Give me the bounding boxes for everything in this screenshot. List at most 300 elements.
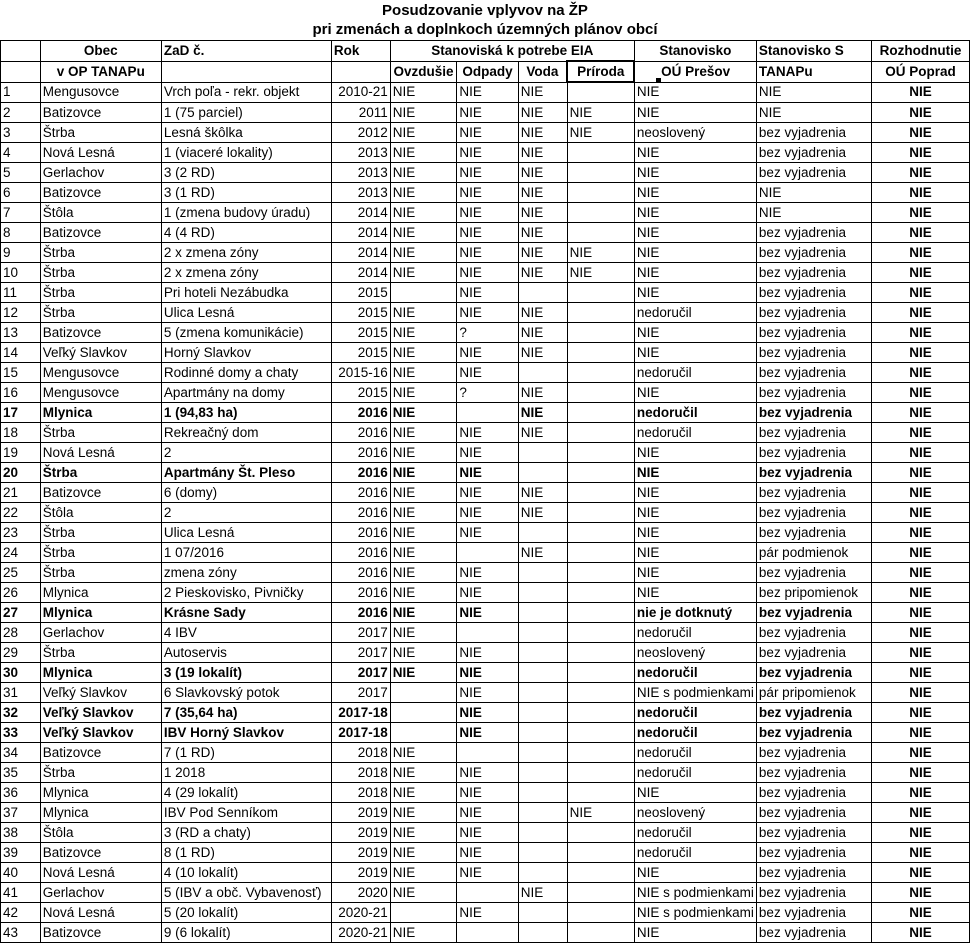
rok-cell[interactable]: 2010-21 (331, 82, 390, 103)
rozhodnutie-cell[interactable]: NIE (871, 463, 969, 483)
tanap-cell[interactable]: bez vyjadrenia (756, 723, 871, 743)
ovzdusie-cell[interactable]: NIE (390, 483, 457, 503)
odpady-cell[interactable]: NIE (457, 823, 518, 843)
priroda-cell[interactable] (567, 423, 634, 443)
odpady-cell[interactable]: NIE (457, 603, 518, 623)
ou-presov-cell[interactable]: nedoručil (634, 423, 756, 443)
priroda-cell[interactable] (567, 443, 634, 463)
odpady-cell[interactable]: NIE (457, 163, 518, 183)
tanap-cell[interactable]: bez vyjadrenia (756, 503, 871, 523)
tanap-cell[interactable]: bez vyjadrenia (756, 763, 871, 783)
rozhodnutie-cell[interactable]: NIE (871, 363, 969, 383)
tanap-cell[interactable]: bez vyjadrenia (756, 243, 871, 263)
obec-cell[interactable]: Nová Lesná (40, 443, 161, 463)
priroda-cell[interactable] (567, 203, 634, 223)
ovzdusie-cell[interactable]: NIE (390, 643, 457, 663)
rok-cell[interactable]: 2020-21 (331, 923, 390, 943)
zad-cell[interactable]: 9 (6 lokalít) (161, 923, 331, 943)
header-cell[interactable] (161, 61, 331, 82)
row-number[interactable]: 12 (1, 303, 41, 323)
ovzdusie-cell[interactable]: NIE (390, 803, 457, 823)
rok-cell[interactable]: 2016 (331, 463, 390, 483)
row-number[interactable]: 6 (1, 183, 41, 203)
zad-cell[interactable]: Ulica Lesná (161, 523, 331, 543)
ovzdusie-cell[interactable] (390, 683, 457, 703)
rok-cell[interactable]: 2018 (331, 743, 390, 763)
row-number[interactable]: 31 (1, 683, 41, 703)
ovzdusie-cell[interactable]: NIE (390, 163, 457, 183)
rozhodnutie-cell[interactable]: NIE (871, 323, 969, 343)
voda-cell[interactable] (518, 463, 567, 483)
voda-cell[interactable]: NIE (518, 423, 567, 443)
priroda-cell[interactable] (567, 863, 634, 883)
odpady-cell[interactable]: NIE (457, 363, 518, 383)
odpady-cell[interactable]: NIE (457, 183, 518, 203)
tanap-cell[interactable]: pár pripomienok (756, 683, 871, 703)
tanap-cell[interactable]: bez vyjadrenia (756, 863, 871, 883)
header-obec[interactable]: Obec (40, 41, 161, 62)
obec-cell[interactable]: Batizovce (40, 743, 161, 763)
row-number[interactable]: 8 (1, 223, 41, 243)
tanap-cell[interactable]: bez vyjadrenia (756, 923, 871, 943)
header-cell[interactable] (1, 61, 41, 82)
rozhodnutie-cell[interactable]: NIE (871, 423, 969, 443)
header-cell[interactable] (1, 41, 41, 62)
zad-cell[interactable]: 5 (20 lokalít) (161, 903, 331, 923)
zad-cell[interactable]: 7 (1 RD) (161, 743, 331, 763)
header-ovzdusie[interactable]: Ovzdušie (390, 61, 457, 82)
voda-cell[interactable]: NIE (518, 103, 567, 123)
tanap-cell[interactable]: bez vyjadrenia (756, 603, 871, 623)
ovzdusie-cell[interactable]: NIE (390, 823, 457, 843)
zad-cell[interactable]: 1 (zmena budovy úradu) (161, 203, 331, 223)
obec-cell[interactable]: Štrba (40, 303, 161, 323)
zad-cell[interactable]: 1 (94,83 ha) (161, 403, 331, 423)
rozhodnutie-cell[interactable]: NIE (871, 623, 969, 643)
rozhodnutie-cell[interactable]: NIE (871, 303, 969, 323)
ovzdusie-cell[interactable]: NIE (390, 303, 457, 323)
ou-presov-cell[interactable]: NIE (634, 243, 756, 263)
priroda-cell[interactable] (567, 783, 634, 803)
ovzdusie-cell[interactable]: NIE (390, 763, 457, 783)
rok-cell[interactable]: 2013 (331, 163, 390, 183)
voda-cell[interactable] (518, 523, 567, 543)
obec-cell[interactable]: Mlynica (40, 583, 161, 603)
obec-cell[interactable]: Štôla (40, 823, 161, 843)
voda-cell[interactable]: NIE (518, 243, 567, 263)
obec-cell[interactable]: Veľký Slavkov (40, 703, 161, 723)
tanap-cell[interactable]: NIE (756, 203, 871, 223)
ou-presov-cell[interactable]: NIE (634, 283, 756, 303)
voda-cell[interactable] (518, 623, 567, 643)
row-number[interactable]: 11 (1, 283, 41, 303)
odpady-cell[interactable]: NIE (457, 723, 518, 743)
zad-cell[interactable]: Apartmány na domy (161, 383, 331, 403)
tanap-cell[interactable]: NIE (756, 82, 871, 103)
rok-cell[interactable]: 2015 (331, 343, 390, 363)
rok-cell[interactable]: 2016 (331, 583, 390, 603)
ovzdusie-cell[interactable]: NIE (390, 523, 457, 543)
voda-cell[interactable] (518, 903, 567, 923)
ou-presov-cell[interactable]: NIE (634, 82, 756, 103)
row-number[interactable]: 18 (1, 423, 41, 443)
row-number[interactable]: 43 (1, 923, 41, 943)
rozhodnutie-cell[interactable]: NIE (871, 143, 969, 163)
priroda-cell[interactable]: NIE (567, 243, 634, 263)
rozhodnutie-cell[interactable]: NIE (871, 603, 969, 623)
ou-presov-cell[interactable]: nedoručil (634, 763, 756, 783)
rok-cell[interactable]: 2018 (331, 763, 390, 783)
zad-cell[interactable]: Rodinné domy a chaty (161, 363, 331, 383)
rok-cell[interactable]: 2015 (331, 383, 390, 403)
voda-cell[interactable] (518, 583, 567, 603)
rok-cell[interactable]: 2019 (331, 863, 390, 883)
priroda-cell[interactable] (567, 683, 634, 703)
rok-cell[interactable]: 2019 (331, 803, 390, 823)
tanap-cell[interactable]: bez vyjadrenia (756, 743, 871, 763)
odpady-cell[interactable]: NIE (457, 643, 518, 663)
row-number[interactable]: 13 (1, 323, 41, 343)
priroda-cell[interactable] (567, 903, 634, 923)
ovzdusie-cell[interactable]: NIE (390, 183, 457, 203)
row-number[interactable]: 5 (1, 163, 41, 183)
zad-cell[interactable]: Apartmány Št. Pleso (161, 463, 331, 483)
voda-cell[interactable] (518, 843, 567, 863)
row-number[interactable]: 3 (1, 123, 41, 143)
tanap-cell[interactable]: bez vyjadrenia (756, 703, 871, 723)
voda-cell[interactable]: NIE (518, 143, 567, 163)
voda-cell[interactable] (518, 803, 567, 823)
tanap-cell[interactable]: bez vyjadrenia (756, 663, 871, 683)
voda-cell[interactable] (518, 823, 567, 843)
obec-cell[interactable]: Mengusovce (40, 363, 161, 383)
zad-cell[interactable]: 3 (1 RD) (161, 183, 331, 203)
odpady-cell[interactable]: NIE (457, 82, 518, 103)
tanap-cell[interactable]: bez vyjadrenia (756, 123, 871, 143)
rok-cell[interactable]: 2017 (331, 643, 390, 663)
ovzdusie-cell[interactable]: NIE (390, 563, 457, 583)
row-number[interactable]: 19 (1, 443, 41, 463)
ovzdusie-cell[interactable]: NIE (390, 863, 457, 883)
odpady-cell[interactable]: NIE (457, 463, 518, 483)
ovzdusie-cell[interactable]: NIE (390, 363, 457, 383)
odpady-cell[interactable]: NIE (457, 503, 518, 523)
obec-cell[interactable]: Štrba (40, 243, 161, 263)
row-number[interactable]: 27 (1, 603, 41, 623)
header-rozhodnutie[interactable]: Rozhodnutie (871, 41, 969, 62)
priroda-cell[interactable] (567, 283, 634, 303)
zad-cell[interactable]: 2 x zmena zóny (161, 263, 331, 283)
odpady-cell[interactable]: NIE (457, 103, 518, 123)
zad-cell[interactable]: Autoservis (161, 643, 331, 663)
priroda-cell[interactable] (567, 603, 634, 623)
tanap-cell[interactable]: NIE (756, 103, 871, 123)
obec-cell[interactable]: Mlynica (40, 783, 161, 803)
ou-presov-cell[interactable]: NIE (634, 783, 756, 803)
ovzdusie-cell[interactable]: NIE (390, 663, 457, 683)
tanap-cell[interactable]: bez vyjadrenia (756, 163, 871, 183)
ou-presov-cell[interactable]: NIE (634, 103, 756, 123)
odpady-cell[interactable]: NIE (457, 903, 518, 923)
header-obec-sub[interactable]: v OP TANAPu (40, 61, 161, 82)
rok-cell[interactable]: 2015 (331, 303, 390, 323)
ou-presov-cell[interactable]: nedoručil (634, 663, 756, 683)
tanap-cell[interactable]: bez vyjadrenia (756, 383, 871, 403)
rozhodnutie-cell[interactable]: NIE (871, 183, 969, 203)
tanap-cell[interactable]: bez vyjadrenia (756, 903, 871, 923)
rok-cell[interactable]: 2020 (331, 883, 390, 903)
voda-cell[interactable]: NIE (518, 483, 567, 503)
ovzdusie-cell[interactable]: NIE (390, 743, 457, 763)
voda-cell[interactable]: NIE (518, 263, 567, 283)
row-number[interactable]: 22 (1, 503, 41, 523)
priroda-cell[interactable] (567, 643, 634, 663)
voda-cell[interactable] (518, 923, 567, 943)
priroda-cell[interactable] (567, 883, 634, 903)
tanap-cell[interactable]: bez vyjadrenia (756, 643, 871, 663)
zad-cell[interactable]: 6 Slavkovský potok (161, 683, 331, 703)
rozhodnutie-cell[interactable]: NIE (871, 263, 969, 283)
ovzdusie-cell[interactable]: NIE (390, 82, 457, 103)
voda-cell[interactable]: NIE (518, 163, 567, 183)
zad-cell[interactable]: Rekreačný dom (161, 423, 331, 443)
voda-cell[interactable] (518, 283, 567, 303)
ovzdusie-cell[interactable] (390, 703, 457, 723)
row-number[interactable]: 14 (1, 343, 41, 363)
ovzdusie-cell[interactable]: NIE (390, 843, 457, 863)
ovzdusie-cell[interactable]: NIE (390, 543, 457, 563)
ou-presov-cell[interactable]: nedoručil (634, 403, 756, 423)
ou-presov-cell[interactable]: NIE (634, 483, 756, 503)
voda-cell[interactable]: NIE (518, 82, 567, 103)
row-number[interactable]: 33 (1, 723, 41, 743)
odpady-cell[interactable] (457, 923, 518, 943)
selection-fill-handle[interactable] (656, 78, 661, 83)
tanap-cell[interactable]: bez vyjadrenia (756, 283, 871, 303)
zad-cell[interactable]: IBV Horný Slavkov (161, 723, 331, 743)
tanap-cell[interactable]: bez vyjadrenia (756, 483, 871, 503)
ou-presov-cell[interactable]: nedoručil (634, 363, 756, 383)
odpady-cell[interactable]: NIE (457, 803, 518, 823)
priroda-cell[interactable] (567, 323, 634, 343)
voda-cell[interactable] (518, 363, 567, 383)
rok-cell[interactable]: 2016 (331, 403, 390, 423)
header-priroda-selected-cell[interactable]: Príroda (567, 61, 634, 82)
priroda-cell[interactable] (567, 583, 634, 603)
rok-cell[interactable]: 2013 (331, 183, 390, 203)
zad-cell[interactable]: 3 (19 lokalít) (161, 663, 331, 683)
odpady-cell[interactable] (457, 403, 518, 423)
voda-cell[interactable]: NIE (518, 503, 567, 523)
row-number[interactable]: 42 (1, 903, 41, 923)
rozhodnutie-cell[interactable]: NIE (871, 643, 969, 663)
obec-cell[interactable]: Batizovce (40, 483, 161, 503)
ou-presov-cell[interactable]: NIE (634, 463, 756, 483)
rozhodnutie-cell[interactable]: NIE (871, 763, 969, 783)
zad-cell[interactable]: 5 (IBV a obč. Vybavenosť) (161, 883, 331, 903)
rozhodnutie-cell[interactable]: NIE (871, 803, 969, 823)
tanap-cell[interactable]: bez vyjadrenia (756, 463, 871, 483)
tanap-cell[interactable]: bez vyjadrenia (756, 823, 871, 843)
odpady-cell[interactable]: NIE (457, 203, 518, 223)
odpady-cell[interactable]: NIE (457, 443, 518, 463)
ovzdusie-cell[interactable]: NIE (390, 503, 457, 523)
obec-cell[interactable]: Štrba (40, 563, 161, 583)
obec-cell[interactable]: Gerlachov (40, 163, 161, 183)
ou-presov-cell[interactable]: NIE (634, 563, 756, 583)
obec-cell[interactable]: Štrba (40, 643, 161, 663)
ovzdusie-cell[interactable]: NIE (390, 323, 457, 343)
odpady-cell[interactable]: NIE (457, 583, 518, 603)
rok-cell[interactable]: 2013 (331, 143, 390, 163)
zad-cell[interactable]: 4 (10 lokalít) (161, 863, 331, 883)
voda-cell[interactable]: NIE (518, 543, 567, 563)
voda-cell[interactable] (518, 863, 567, 883)
ou-presov-cell[interactable]: nedoručil (634, 723, 756, 743)
odpady-cell[interactable]: NIE (457, 783, 518, 803)
zad-cell[interactable]: 7 (35,64 ha) (161, 703, 331, 723)
row-number[interactable]: 7 (1, 203, 41, 223)
rozhodnutie-cell[interactable]: NIE (871, 543, 969, 563)
ou-presov-cell[interactable]: NIE s podmienkami (634, 883, 756, 903)
ovzdusie-cell[interactable]: NIE (390, 403, 457, 423)
obec-cell[interactable]: Gerlachov (40, 883, 161, 903)
ovzdusie-cell[interactable]: NIE (390, 603, 457, 623)
voda-cell[interactable]: NIE (518, 223, 567, 243)
ou-presov-cell[interactable]: NIE (634, 223, 756, 243)
odpady-cell[interactable]: NIE (457, 703, 518, 723)
ovzdusie-cell[interactable] (390, 283, 457, 303)
odpady-cell[interactable]: NIE (457, 243, 518, 263)
rok-cell[interactable]: 2017-18 (331, 703, 390, 723)
priroda-cell[interactable] (567, 543, 634, 563)
ou-presov-cell[interactable]: nedoručil (634, 703, 756, 723)
ovzdusie-cell[interactable]: NIE (390, 203, 457, 223)
rozhodnutie-cell[interactable]: NIE (871, 723, 969, 743)
obec-cell[interactable]: Mlynica (40, 803, 161, 823)
zad-cell[interactable]: 1 (viaceré lokality) (161, 143, 331, 163)
voda-cell[interactable]: NIE (518, 183, 567, 203)
priroda-cell[interactable] (567, 563, 634, 583)
ovzdusie-cell[interactable]: NIE (390, 583, 457, 603)
tanap-cell[interactable]: bez vyjadrenia (756, 843, 871, 863)
obec-cell[interactable]: Batizovce (40, 183, 161, 203)
odpady-cell[interactable]: NIE (457, 483, 518, 503)
rok-cell[interactable]: 2017 (331, 683, 390, 703)
ou-presov-cell[interactable]: nedoručil (634, 743, 756, 763)
ou-presov-cell[interactable]: NIE (634, 863, 756, 883)
zad-cell[interactable]: 1 (75 parciel) (161, 103, 331, 123)
tanap-cell[interactable]: bez vyjadrenia (756, 563, 871, 583)
obec-cell[interactable]: Štrba (40, 763, 161, 783)
rozhodnutie-cell[interactable]: NIE (871, 383, 969, 403)
odpady-cell[interactable]: NIE (457, 123, 518, 143)
rok-cell[interactable]: 2014 (331, 203, 390, 223)
ou-presov-cell[interactable]: NIE (634, 543, 756, 563)
header-tanap[interactable]: Stanovisko S (756, 41, 871, 62)
rok-cell[interactable]: 2017-18 (331, 723, 390, 743)
zad-cell[interactable]: Lesná škôlka (161, 123, 331, 143)
voda-cell[interactable]: NIE (518, 303, 567, 323)
rozhodnutie-cell[interactable]: NIE (871, 563, 969, 583)
voda-cell[interactable] (518, 643, 567, 663)
obec-cell[interactable]: Štrba (40, 423, 161, 443)
rozhodnutie-cell[interactable]: NIE (871, 703, 969, 723)
odpady-cell[interactable]: NIE (457, 283, 518, 303)
row-number[interactable]: 26 (1, 583, 41, 603)
rok-cell[interactable]: 2016 (331, 503, 390, 523)
rok-cell[interactable]: 2018 (331, 783, 390, 803)
rok-cell[interactable]: 2016 (331, 443, 390, 463)
row-number[interactable]: 38 (1, 823, 41, 843)
rozhodnutie-cell[interactable]: NIE (871, 343, 969, 363)
rozhodnutie-cell[interactable]: NIE (871, 203, 969, 223)
rozhodnutie-cell[interactable]: NIE (871, 923, 969, 943)
ou-presov-cell[interactable]: nedoručil (634, 823, 756, 843)
obec-cell[interactable]: Veľký Slavkov (40, 343, 161, 363)
odpady-cell[interactable]: NIE (457, 523, 518, 543)
obec-cell[interactable]: Mengusovce (40, 383, 161, 403)
tanap-cell[interactable]: bez vyjadrenia (756, 523, 871, 543)
tanap-cell[interactable]: bez vyjadrenia (756, 883, 871, 903)
ou-presov-cell[interactable]: NIE (634, 523, 756, 543)
tanap-cell[interactable]: bez vyjadrenia (756, 783, 871, 803)
odpady-cell[interactable]: NIE (457, 683, 518, 703)
voda-cell[interactable] (518, 603, 567, 623)
row-number[interactable]: 35 (1, 763, 41, 783)
ou-presov-cell[interactable]: NIE s podmienkami (634, 683, 756, 703)
obec-cell[interactable]: Štrba (40, 283, 161, 303)
rozhodnutie-cell[interactable]: NIE (871, 103, 969, 123)
obec-cell[interactable]: Veľký Slavkov (40, 683, 161, 703)
tanap-cell[interactable]: bez vyjadrenia (756, 443, 871, 463)
tanap-cell[interactable]: bez vyjadrenia (756, 303, 871, 323)
rok-cell[interactable]: 2017 (331, 663, 390, 683)
ovzdusie-cell[interactable]: NIE (390, 383, 457, 403)
obec-cell[interactable]: Gerlachov (40, 623, 161, 643)
priroda-cell[interactable] (567, 823, 634, 843)
odpady-cell[interactable] (457, 883, 518, 903)
zad-cell[interactable]: 2 x zmena zóny (161, 243, 331, 263)
ou-presov-cell[interactable]: NIE (634, 163, 756, 183)
odpady-cell[interactable]: NIE (457, 143, 518, 163)
ou-presov-cell[interactable]: NIE (634, 343, 756, 363)
rozhodnutie-cell[interactable]: NIE (871, 823, 969, 843)
rok-cell[interactable]: 2015 (331, 283, 390, 303)
row-number[interactable]: 29 (1, 643, 41, 663)
row-number[interactable]: 34 (1, 743, 41, 763)
rozhodnutie-cell[interactable]: NIE (871, 583, 969, 603)
obec-cell[interactable]: Mlynica (40, 403, 161, 423)
header-rok[interactable]: Rok (331, 41, 390, 62)
priroda-cell[interactable] (567, 843, 634, 863)
tanap-cell[interactable]: bez vyjadrenia (756, 423, 871, 443)
ovzdusie-cell[interactable]: NIE (390, 883, 457, 903)
rozhodnutie-cell[interactable]: NIE (871, 483, 969, 503)
voda-cell[interactable] (518, 443, 567, 463)
rozhodnutie-cell[interactable]: NIE (871, 883, 969, 903)
ou-presov-cell[interactable]: NIE (634, 143, 756, 163)
zad-cell[interactable]: 2 Pieskovisko, Pivničky (161, 583, 331, 603)
rozhodnutie-cell[interactable]: NIE (871, 283, 969, 303)
priroda-cell[interactable] (567, 343, 634, 363)
row-number[interactable]: 32 (1, 703, 41, 723)
ovzdusie-cell[interactable]: NIE (390, 423, 457, 443)
ou-presov-cell[interactable]: NIE (634, 923, 756, 943)
rok-cell[interactable]: 2016 (331, 603, 390, 623)
zad-cell[interactable]: 8 (1 RD) (161, 843, 331, 863)
priroda-cell[interactable] (567, 183, 634, 203)
